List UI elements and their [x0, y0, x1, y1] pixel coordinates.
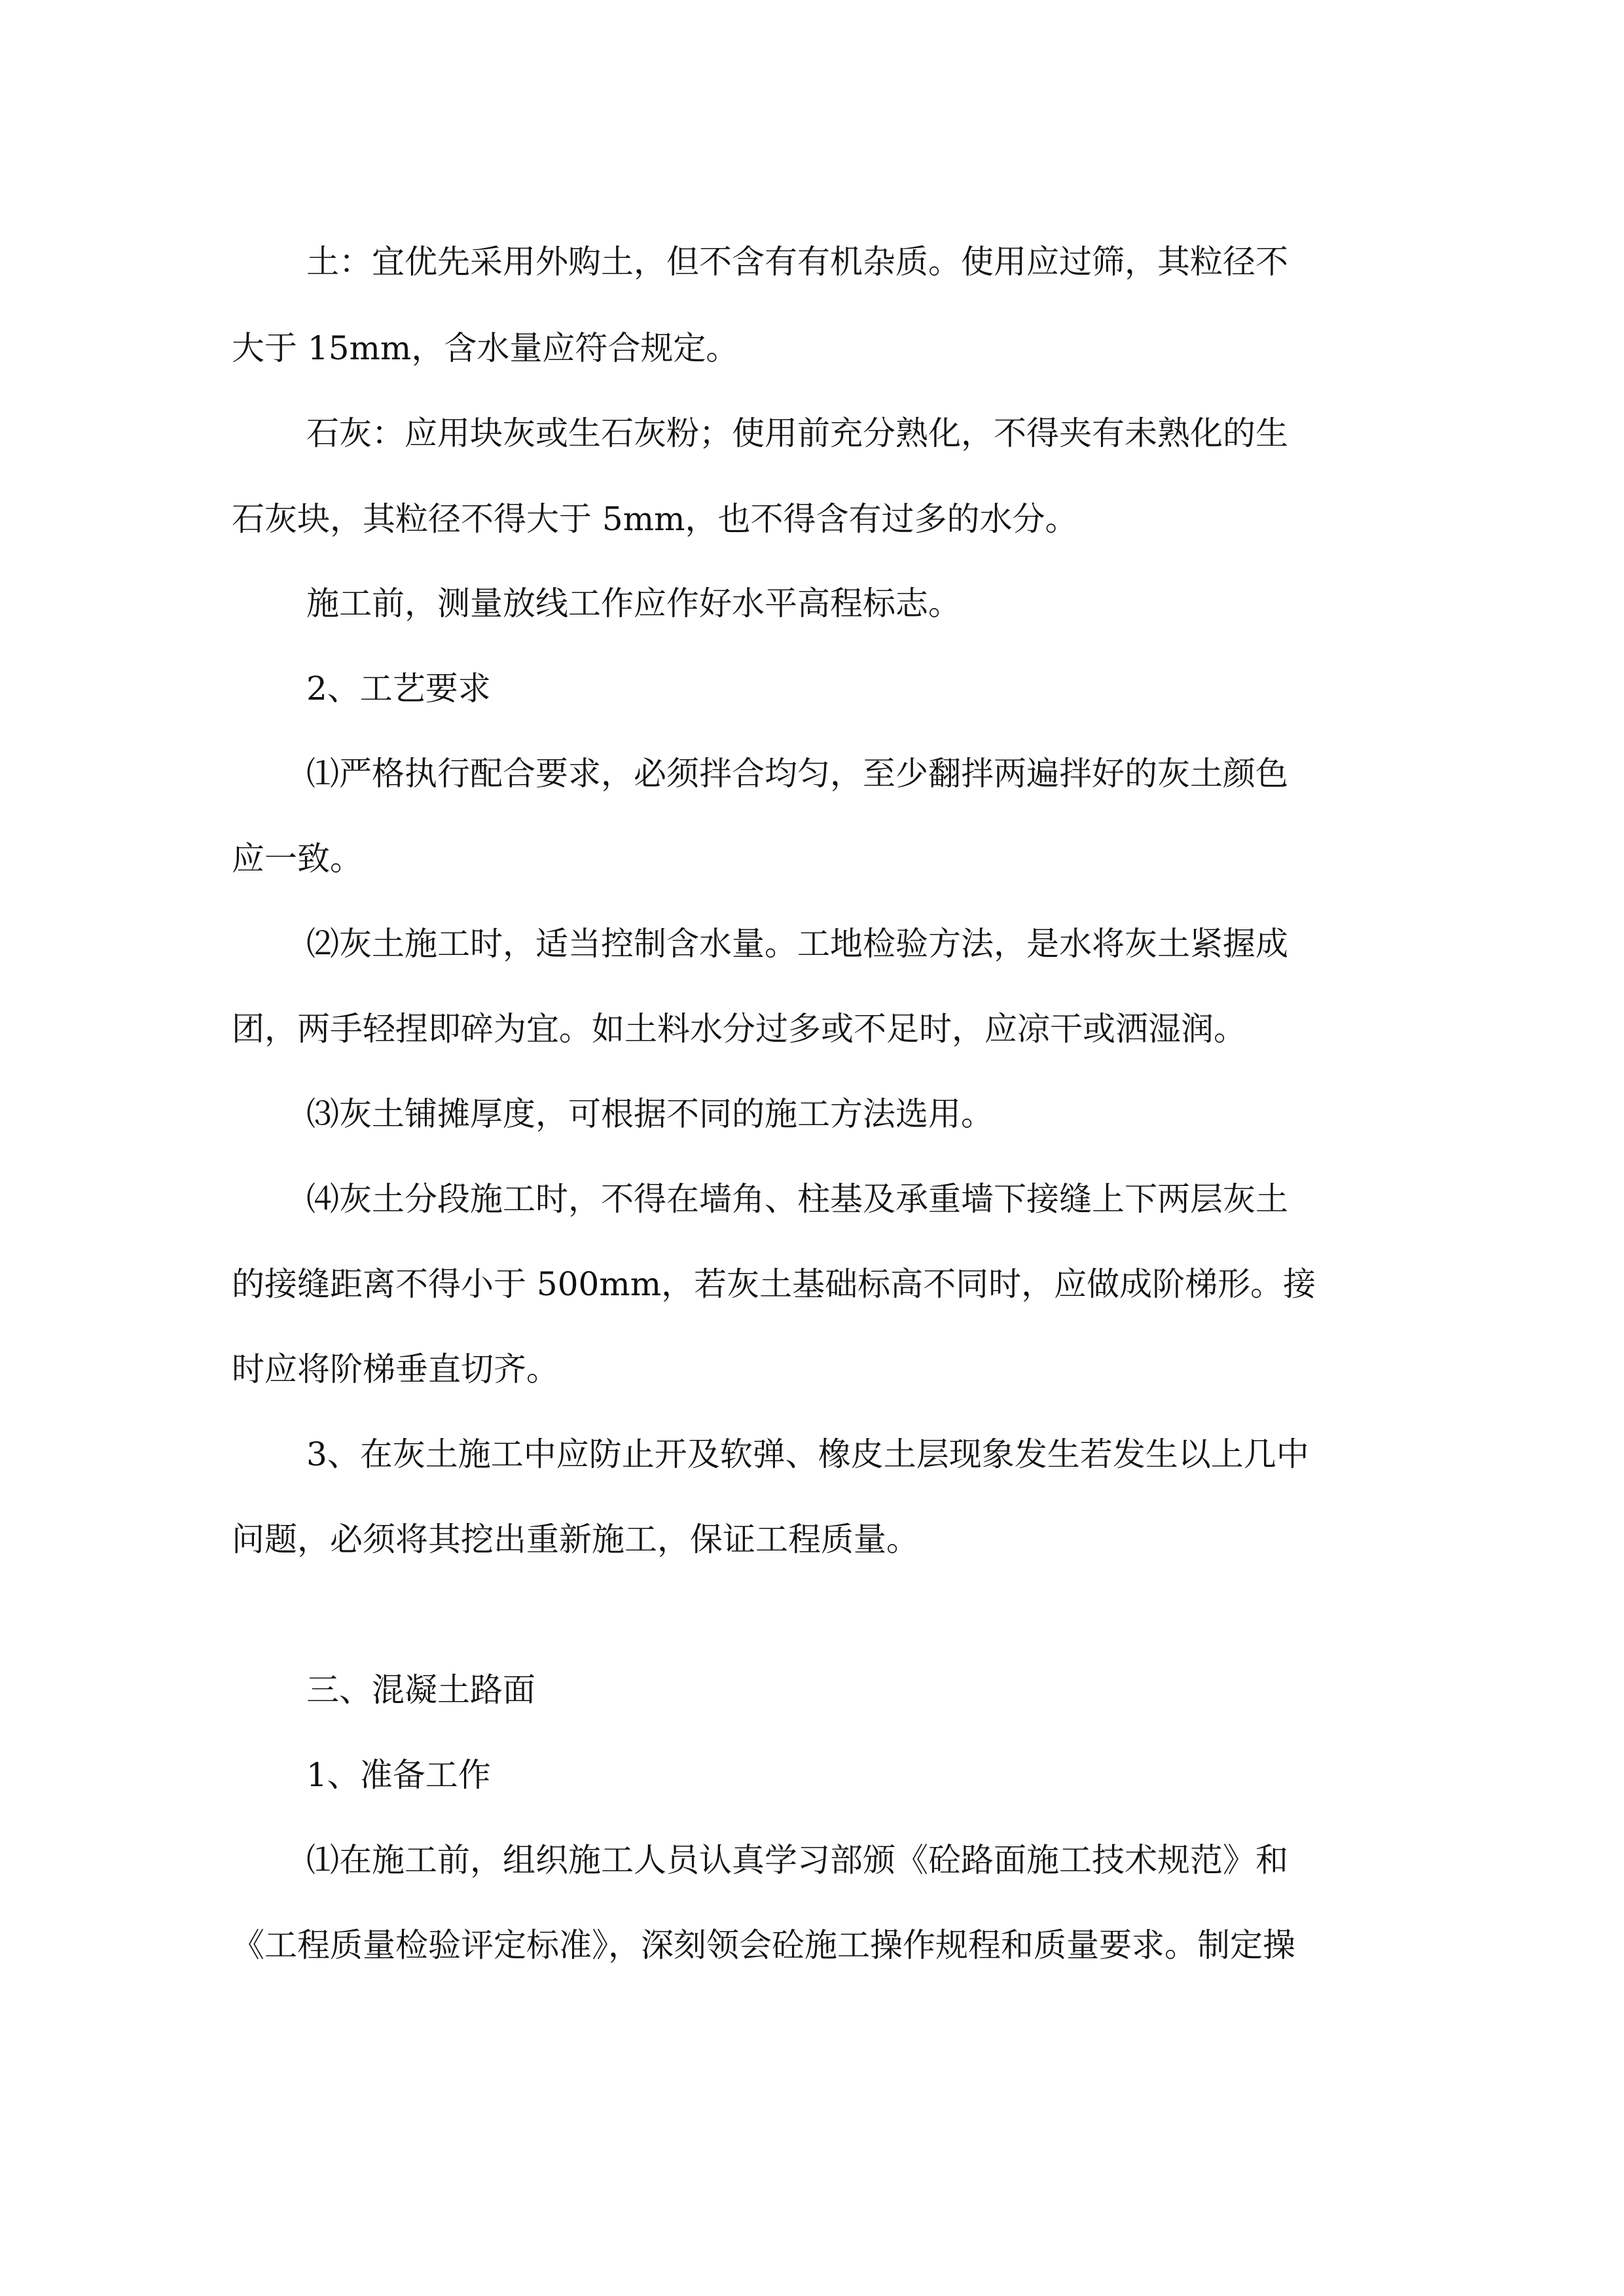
item-1-line-1: ⑴严格执行配合要求，必须拌合均匀，至少翻拌两遍拌好的灰土颜色 [306, 755, 1288, 793]
chapter-heading-concrete-road: 三、混凝土路面 [306, 1671, 535, 1709]
item-4-line-3: 时应将阶梯垂直切齐。 [232, 1350, 559, 1388]
item-3: ⑶灰土铺摊厚度，可根据不同的施工方法选用。 [306, 1095, 994, 1133]
item-2-line-2: 团，两手轻捏即碎为宜。如土料水分过多或不足时，应凉干或洒湿润。 [232, 1010, 1246, 1048]
item-4-line-1: ⑷灰土分段施工时，不得在墙角、柱基及承重墙下接缝上下两层灰土 [306, 1180, 1288, 1218]
section-heading-preparation: 1、准备工作 [306, 1756, 491, 1794]
item-2-line-1: ⑵灰土施工时，适当控制含水量。工地检验方法，是水将灰土紧握成 [306, 925, 1288, 963]
paragraph-survey: 施工前，测量放线工作应作好水平高程标志。 [306, 584, 961, 622]
paragraph-3-line-1: 3、在灰土施工中应防止开及软弹、橡皮土层现象发生若发生以上几中 [306, 1435, 1309, 1473]
prep-item-1-line-1: ⑴在施工前，组织施工人员认真学习部颁《砼路面施工技术规范》和 [306, 1841, 1288, 1879]
paragraph-soil-line-1: 土：宜优先采用外购土，但不含有有机杂质。使用应过筛，其粒径不 [306, 243, 1288, 281]
paragraph-lime-line-2: 石灰块，其粒径不得大于 5mm，也不得含有过多的水分。 [232, 500, 1078, 538]
item-1-line-2: 应一致。 [232, 840, 363, 878]
paragraph-soil-line-2: 大于 15mm，含水量应符合规定。 [232, 329, 739, 367]
paragraph-3-line-2: 问题，必须将其挖出重新施工，保证工程质量。 [232, 1520, 919, 1558]
prep-item-1-line-2: 《工程质量检验评定标准》，深刻领会砼施工操作规程和质量要求。制定操 [232, 1926, 1295, 1964]
paragraph-lime-line-1: 石灰：应用块灰或生石灰粉；使用前充分熟化，不得夹有未熟化的生 [306, 414, 1288, 452]
section-heading-process: 2、工艺要求 [306, 670, 491, 708]
item-4-line-2: 的接缝距离不得小于 500mm，若灰土基础标高不同时，应做成阶梯形。接 [232, 1265, 1316, 1303]
